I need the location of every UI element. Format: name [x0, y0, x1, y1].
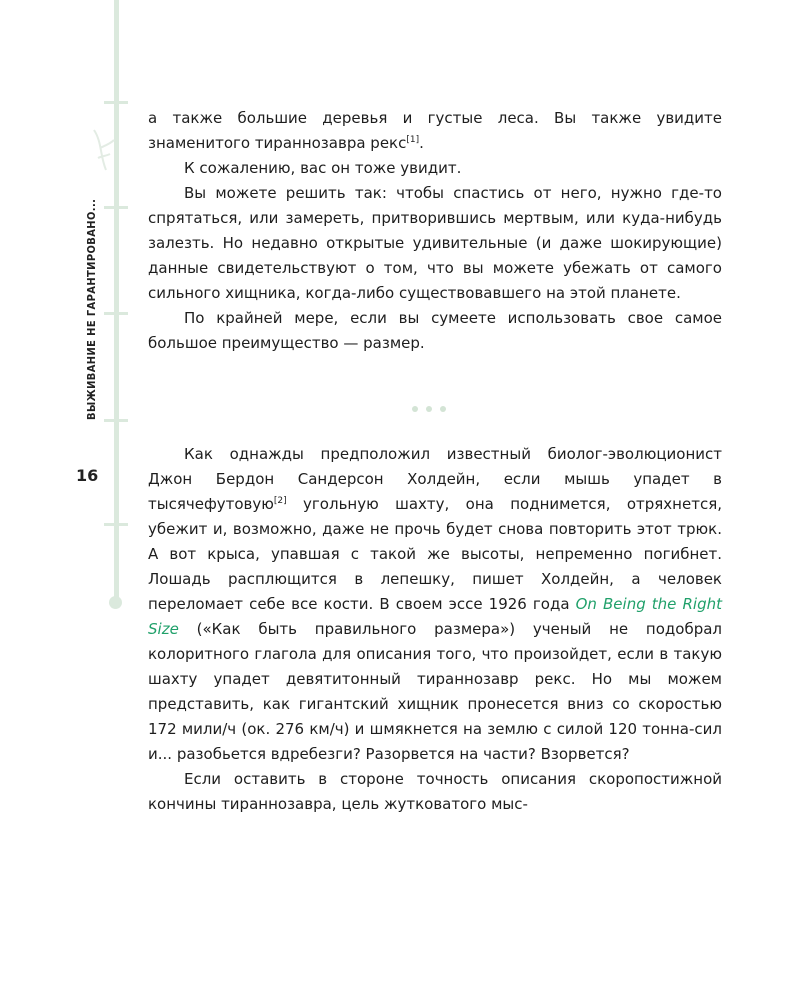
bottom-text-block: [148, 442, 722, 817]
divider-dot: [440, 406, 446, 412]
paragraph: Вы можете решить так: чтобы спастись от него, нужно где-то спрятаться, или замереть, притворившись мертвым, или куда-нибудь залезть. Но недавно открытые удивительные (и даже шокирующие) данные свидетельствуют о том, что вы можете убежать от самого сильного хищника, когда-либо существовавшего на этой планете.: [148, 184, 722, 302]
margin-rail: [114, 0, 119, 602]
paragraph: К сожалению, вас он тоже увидит.: [184, 159, 462, 177]
paragraph: Если оставить в стороне точность описания скоропостижной кончины тираннозавра, цель жутковатого мыс-: [148, 770, 722, 813]
footnote-ref[interactable]: [2]: [273, 496, 287, 506]
leaf-icon: [88, 128, 118, 178]
rail-tick: [104, 312, 128, 315]
rail-end-dot: [109, 596, 122, 609]
rail-tick: [104, 419, 128, 422]
paragraph: а также большие деревья и густые леса. Вы также увидите знаменитого тираннозавра рекс[1].: [148, 109, 722, 152]
paragraph: Как однажды предположил известный биолог-эволюционист Джон Бердон Сандерсон Холдейн, если мышь упадет в тысячефутовую[2] угольную шахту, она поднимется, отряхнется, убежит и, возможно, даже не прочь будет снова повторить этот трюк. А вот крыса, упавшая с такой же высоты, непременно погибнет. Лошадь расплющится в лепешку, пишет Холдейн, а человек переломает себе все кости. В своем эссе 1926 года On Being the Right Size («Как быть правильного размера») ученый не подобрал колоритного глагола для описания того, что произойдет, если в такую шахту упадет девятитонный тираннозавр рекс. Но мы можем представить, как гигантский хищник пронесется вниз со скоростью 172 мили/ч (ок. 276 км/ч) и шмякнется на землю с силой 120 тонна-сил и... разобьется вдребезги? Разорвется на части? Взорвется?: [148, 445, 722, 763]
divider-dot: [426, 406, 432, 412]
section-divider: [412, 404, 452, 414]
paragraph: По крайней мере, если вы сумеете использовать свое самое большое преимущество — размер.: [148, 309, 722, 352]
essay-title-link[interactable]: On Being the Right Size: [148, 595, 722, 638]
footnote-ref[interactable]: [1]: [406, 135, 420, 145]
rail-tick: [104, 206, 128, 209]
rail-tick: [104, 101, 128, 104]
running-head: ВЫЖИВАНИЕ НЕ ГАРАНТИРОВАНО...: [85, 198, 98, 420]
rail-tick: [104, 523, 128, 526]
divider-dot: [412, 406, 418, 412]
page-number: 16: [76, 466, 99, 485]
top-text-block: [148, 106, 722, 356]
